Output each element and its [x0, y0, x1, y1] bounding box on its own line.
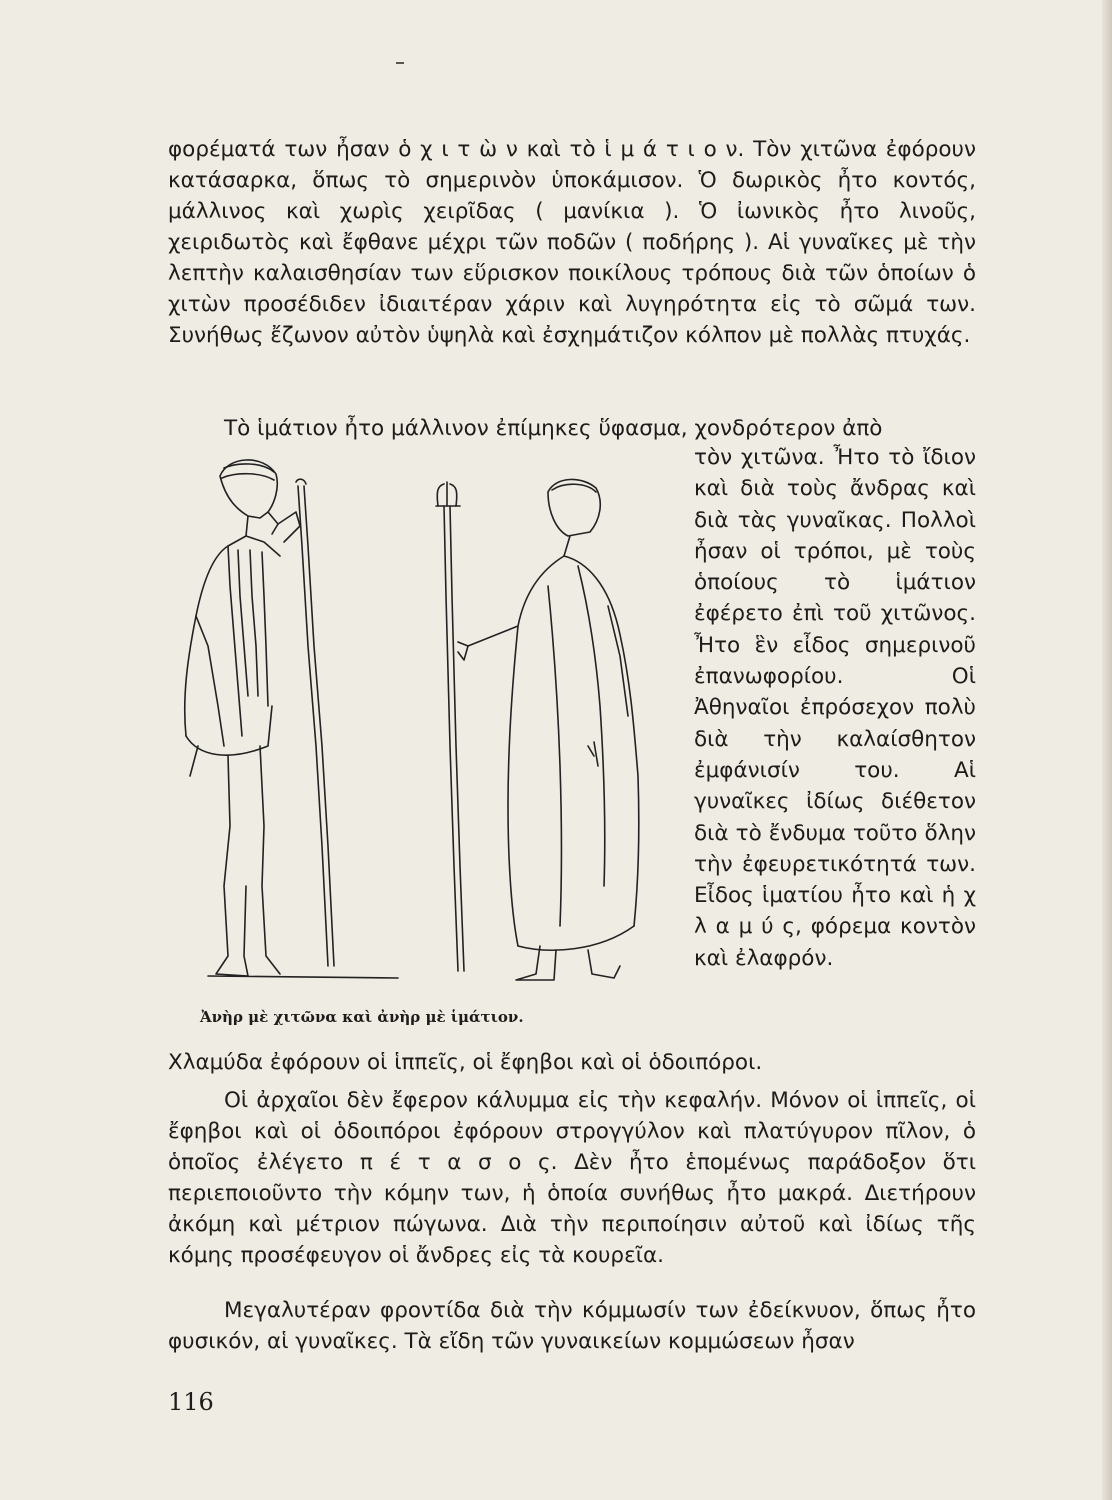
page-number: 116 — [168, 1388, 214, 1416]
paragraph-himation-intro: Τὸ ἱμάτιον ἦτο μάλλινον ἐπίμηκες ὕφασμα, χονδρότερον ἀπὸ — [224, 416, 883, 441]
paragraph-chlamys: Χλαμύδα ἐφόρουν οἱ ἱππεῖς, οἱ ἔφηβοι καὶ οἱ ὁδοιπόροι. — [168, 1050, 763, 1075]
paragraph-himation-side: τὸν χιτῶνα. Ἦτο τὸ ἴδιον καὶ διὰ τοὺς ἄνδρας καὶ διὰ τὰς γυναῖκας. Πολλοὶ ἦσαν οἱ τρόποι, μὲ τοὺς ὁποίους τὸ ἱμάτιον ἐφέρετο ἐπὶ τοῦ χιτῶνος. Ἦτο ἓν εἶδος σημερινοῦ ἐπανωφορίου. Οἱ Ἀθηναῖοι ἐπρόσεχον πολὺ διὰ τὴν καλαίσθητον ἐμφάνισίν του. Αἱ γυναῖκες ἰδίως διέθετον διὰ τὸ ἔνδυμα τοῦτο ὅλην τὴν ἐφευρετικότητά των. Εἶδος ἱματίου ἦτο καὶ ἡ χ λ α μ ύ ς, φόρεμα κοντὸν καὶ ἐλαφρόν. — [694, 445, 976, 971]
paragraph-petasos: Οἱ ἀρχαῖοι δὲν ἔφερον κάλυμμα εἰς τὴν κεφαλήν. Μόνον οἱ ἱππεῖς, οἱ ἔφηβοι καὶ οἱ ὁδοιπόροι ἐφόρουν στρογγύλον καὶ πλατύγυρον πῖλον, ὁ ὁποῖος ἐλέγετο π έ τ α σ ο ς. Δὲν ἦτο ἑπομένως παράδοξον ὅτι περιεποιοῦντο τὴν κόμην των, ἡ ὁποία συνήθως ἦτο μακρά. Διετήρουν ἀκόμη καὶ μέτριον πώγωνα. Διὰ τὴν περιποίησιν αὐτοῦ καὶ ἰδίως τῆς κόμης προσέφευγον οἱ ἄνδρες εἰς τὰ κουρεῖα. — [168, 1088, 976, 1268]
man-in-himation-figure — [436, 479, 639, 980]
man-in-chiton-figure — [185, 460, 398, 978]
paragraph-chiton: φορέματά των ἦσαν ὁ χ ι τ ὼ ν καὶ τὸ ἱ μ ά τ ι ο ν. Τὸν χιτῶνα ἐφόρουν κατάσαρκα, ὅπως τὸ σημερινὸν ὑποκάμισον. Ὁ δωρικὸς ἦτο κοντός, μάλλινος καὶ χωρὶς χειρῖδας ( μανίκια ). Ὁ ἰωνικὸς ἦτο λινοῦς, χειριδωτὸς καὶ ἔφθανε μέχρι τῶν ποδῶν ( ποδήρης ). Αἱ γυναῖκες μὲ τὴν λεπτὴν καλαισθησίαν των εὕρισκον ποικίλους τρόπους διὰ τῶν ὁποίων ὁ χιτὼν προσέδιδεν ἰδιαιτέραν χάριν καὶ λυγηρότητα εἰς τὸ σῶμά των. Συνήθως ἔζωνον αὐτὸν ὑψηλὰ καὶ ἐσχημάτιζον κόλπον μὲ πολλὰς πτυχάς. — [168, 137, 976, 348]
top-mark — [396, 62, 404, 64]
figure-caption: Ἀνὴρ μὲ χιτῶνα καὶ ἀνὴρ μὲ ἱμάτιον. — [200, 1008, 524, 1026]
page-edge — [1102, 0, 1112, 1500]
paragraph-hairstyles: Μεγαλυτέραν φροντίδα διὰ τὴν κόμμωσίν των ἐδείκνυον, ὅπως ἦτο φυσικόν, αἱ γυναῖκες. Τὰ εἴδη τῶν γυναικείων κομμώσεων ἦσαν — [168, 1298, 976, 1354]
illustration-two-men — [168, 446, 688, 991]
